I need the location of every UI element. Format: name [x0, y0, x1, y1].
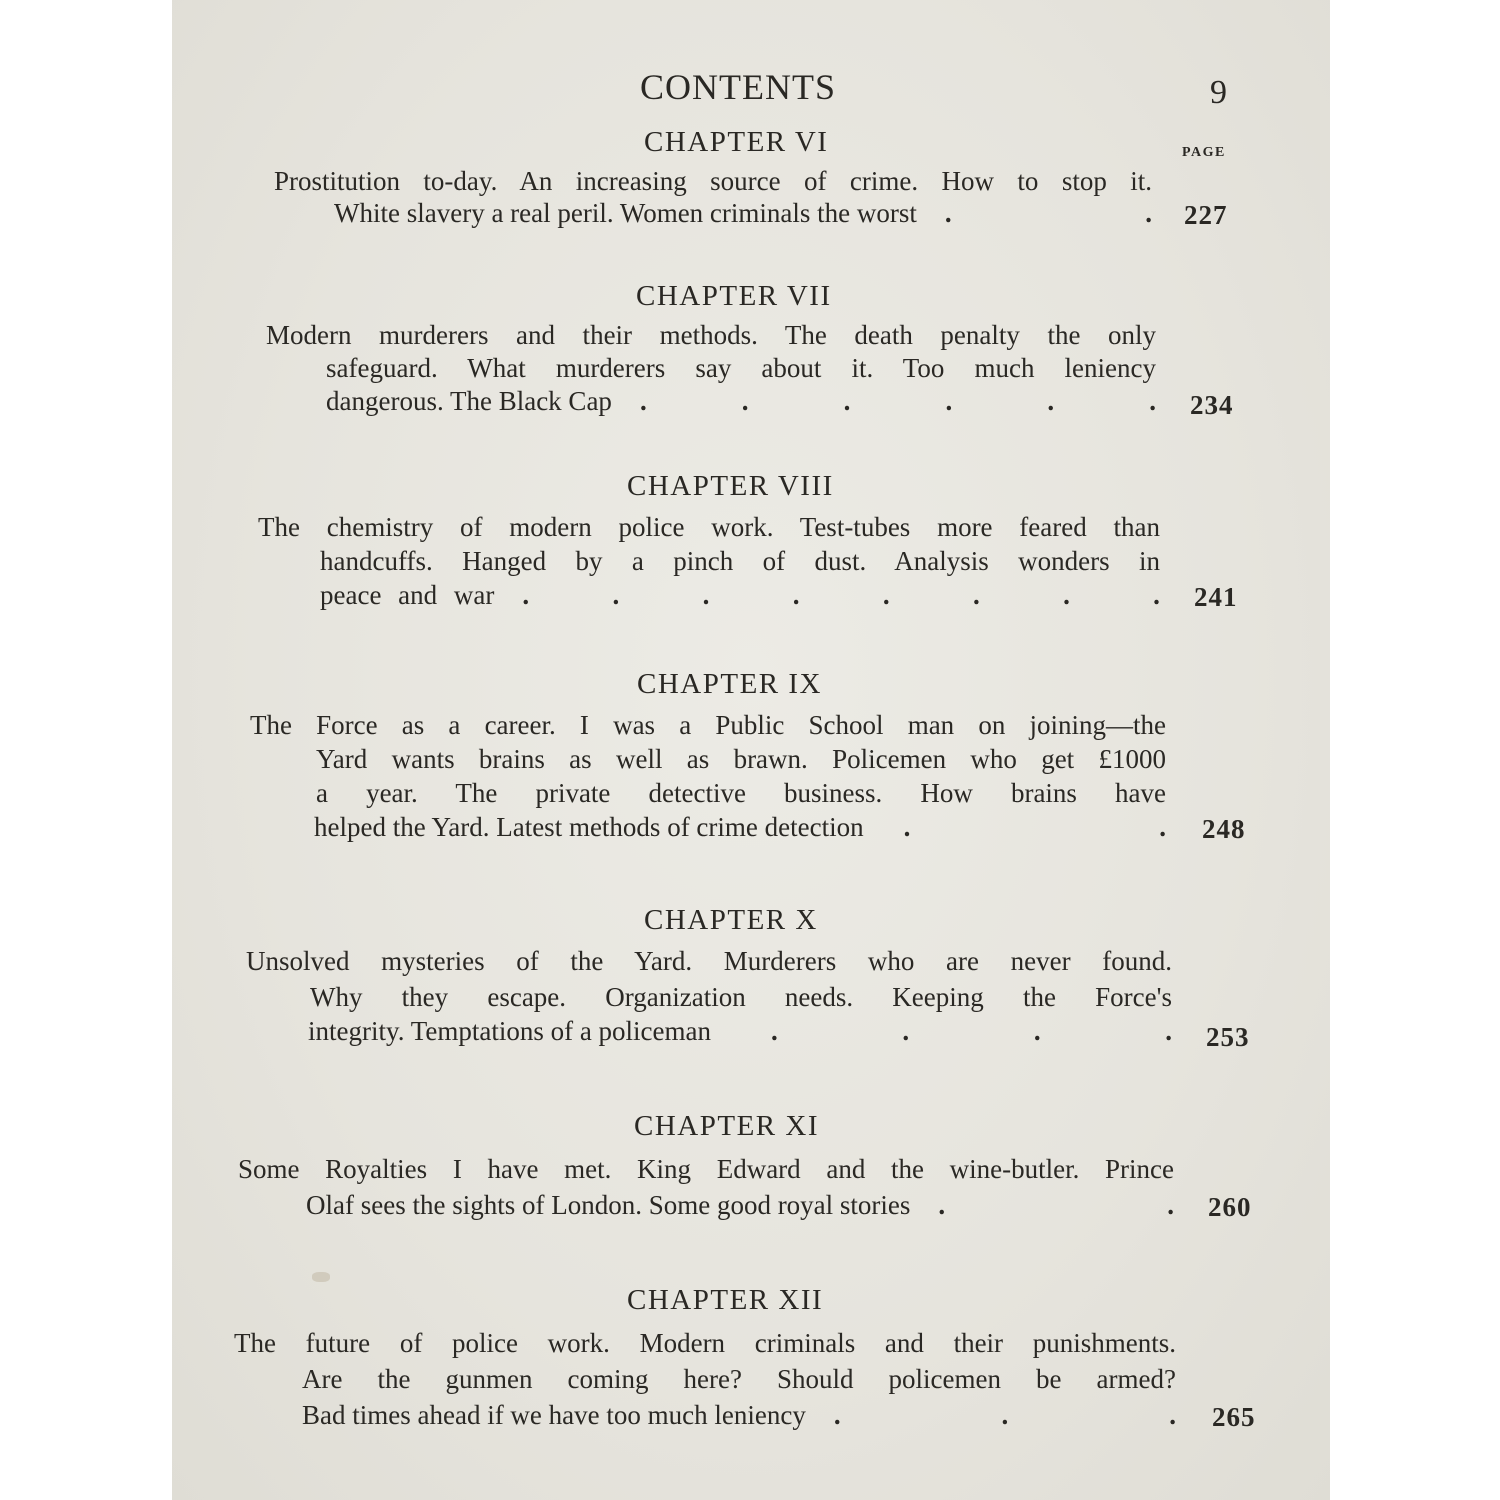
chapter-heading: CHAPTER VII [636, 280, 832, 312]
synopsis-last-line [308, 1016, 1172, 1047]
page-number: 234 [1190, 390, 1234, 420]
synopsis-line: Some Royalties I have met. King Edward and the wine-butler. Prince [238, 1154, 1174, 1184]
synopsis-line: Yard wants brains as well as brawn. Policemen who get £1000 [316, 744, 1166, 774]
synopsis-last-line [334, 198, 1152, 229]
paper-stain [312, 1272, 330, 1282]
page-number: 248 [1202, 814, 1246, 844]
page-number: 260 [1208, 1192, 1252, 1222]
synopsis-line: Bad times ahead if we have too much leniency [302, 1400, 806, 1430]
synopsis-line: a year. The private detective business. How brains have [316, 778, 1166, 808]
synopsis-line: Why they escape. Organization needs. Keeping the Force's [310, 982, 1172, 1012]
running-head [172, 66, 1330, 116]
folio-number: 9 [1210, 74, 1227, 111]
synopsis-line: Unsolved mysteries of the Yard. Murderers who are never found. [246, 946, 1172, 976]
page-number: 265 [1212, 1402, 1256, 1432]
dot-leader: . . [944, 198, 1152, 228]
synopsis-last-line [320, 580, 1160, 611]
synopsis-last-line [302, 1400, 1176, 1431]
dot-leader: . . . . . . [639, 386, 1156, 416]
chapter-heading: CHAPTER VI [644, 126, 829, 158]
synopsis-line: Prostitution to-day. An increasing source of crime. How to stop it. [274, 166, 1152, 196]
synopsis-line: dangerous. The Black Cap [326, 386, 612, 416]
chapter-heading: CHAPTER VIII [627, 470, 834, 502]
dot-leader: . . [938, 1190, 1174, 1220]
page-column-label: PAGE [1182, 145, 1226, 160]
synopsis-last-line [306, 1190, 1174, 1221]
synopsis-line: peace and war [320, 580, 495, 610]
page-number: 227 [1184, 200, 1228, 230]
synopsis-line: Olaf sees the sights of London. Some good royal stories [306, 1190, 911, 1220]
page-title: CONTENTS [640, 67, 836, 107]
synopsis-line: The Force as a career. I was a Public School man on joining—the [250, 710, 1166, 740]
synopsis-line: Are the gunmen coming here? Should policemen be armed? [302, 1364, 1176, 1394]
synopsis-line: helped the Yard. Latest methods of crime detection [314, 812, 864, 842]
chapter-heading: CHAPTER XI [634, 1110, 819, 1142]
chapter-heading: CHAPTER IX [637, 668, 822, 700]
dot-leader: . . . [833, 1400, 1176, 1430]
book-page [172, 0, 1330, 1500]
chapter-heading: CHAPTER X [644, 904, 818, 936]
synopsis-line: integrity. Temptations of a policeman [308, 1016, 712, 1046]
synopsis-line: The future of police work. Modern criminals and their punishments. [234, 1328, 1176, 1358]
dot-leader: . . [903, 812, 1166, 842]
synopsis-line: White slavery a real peril. Women criminals the worst [334, 198, 917, 228]
synopsis-last-line [314, 812, 1166, 843]
page-number: 253 [1206, 1022, 1250, 1052]
synopsis-line: The chemistry of modern police work. Test-tubes more feared than [258, 512, 1160, 542]
page-number: 241 [1194, 582, 1238, 612]
synopsis-line: Modern murderers and their methods. The death penalty the only [266, 320, 1156, 350]
synopsis-last-line [326, 386, 1156, 417]
chapter-heading: CHAPTER XII [627, 1284, 824, 1316]
dot-leader: . . . . [771, 1016, 1172, 1046]
dot-leader: . . . . . . . . [522, 580, 1160, 610]
synopsis-line: handcuffs. Hanged by a pinch of dust. Analysis wonders in [320, 546, 1160, 576]
synopsis-line: safeguard. What murderers say about it. Too much leniency [326, 353, 1156, 383]
